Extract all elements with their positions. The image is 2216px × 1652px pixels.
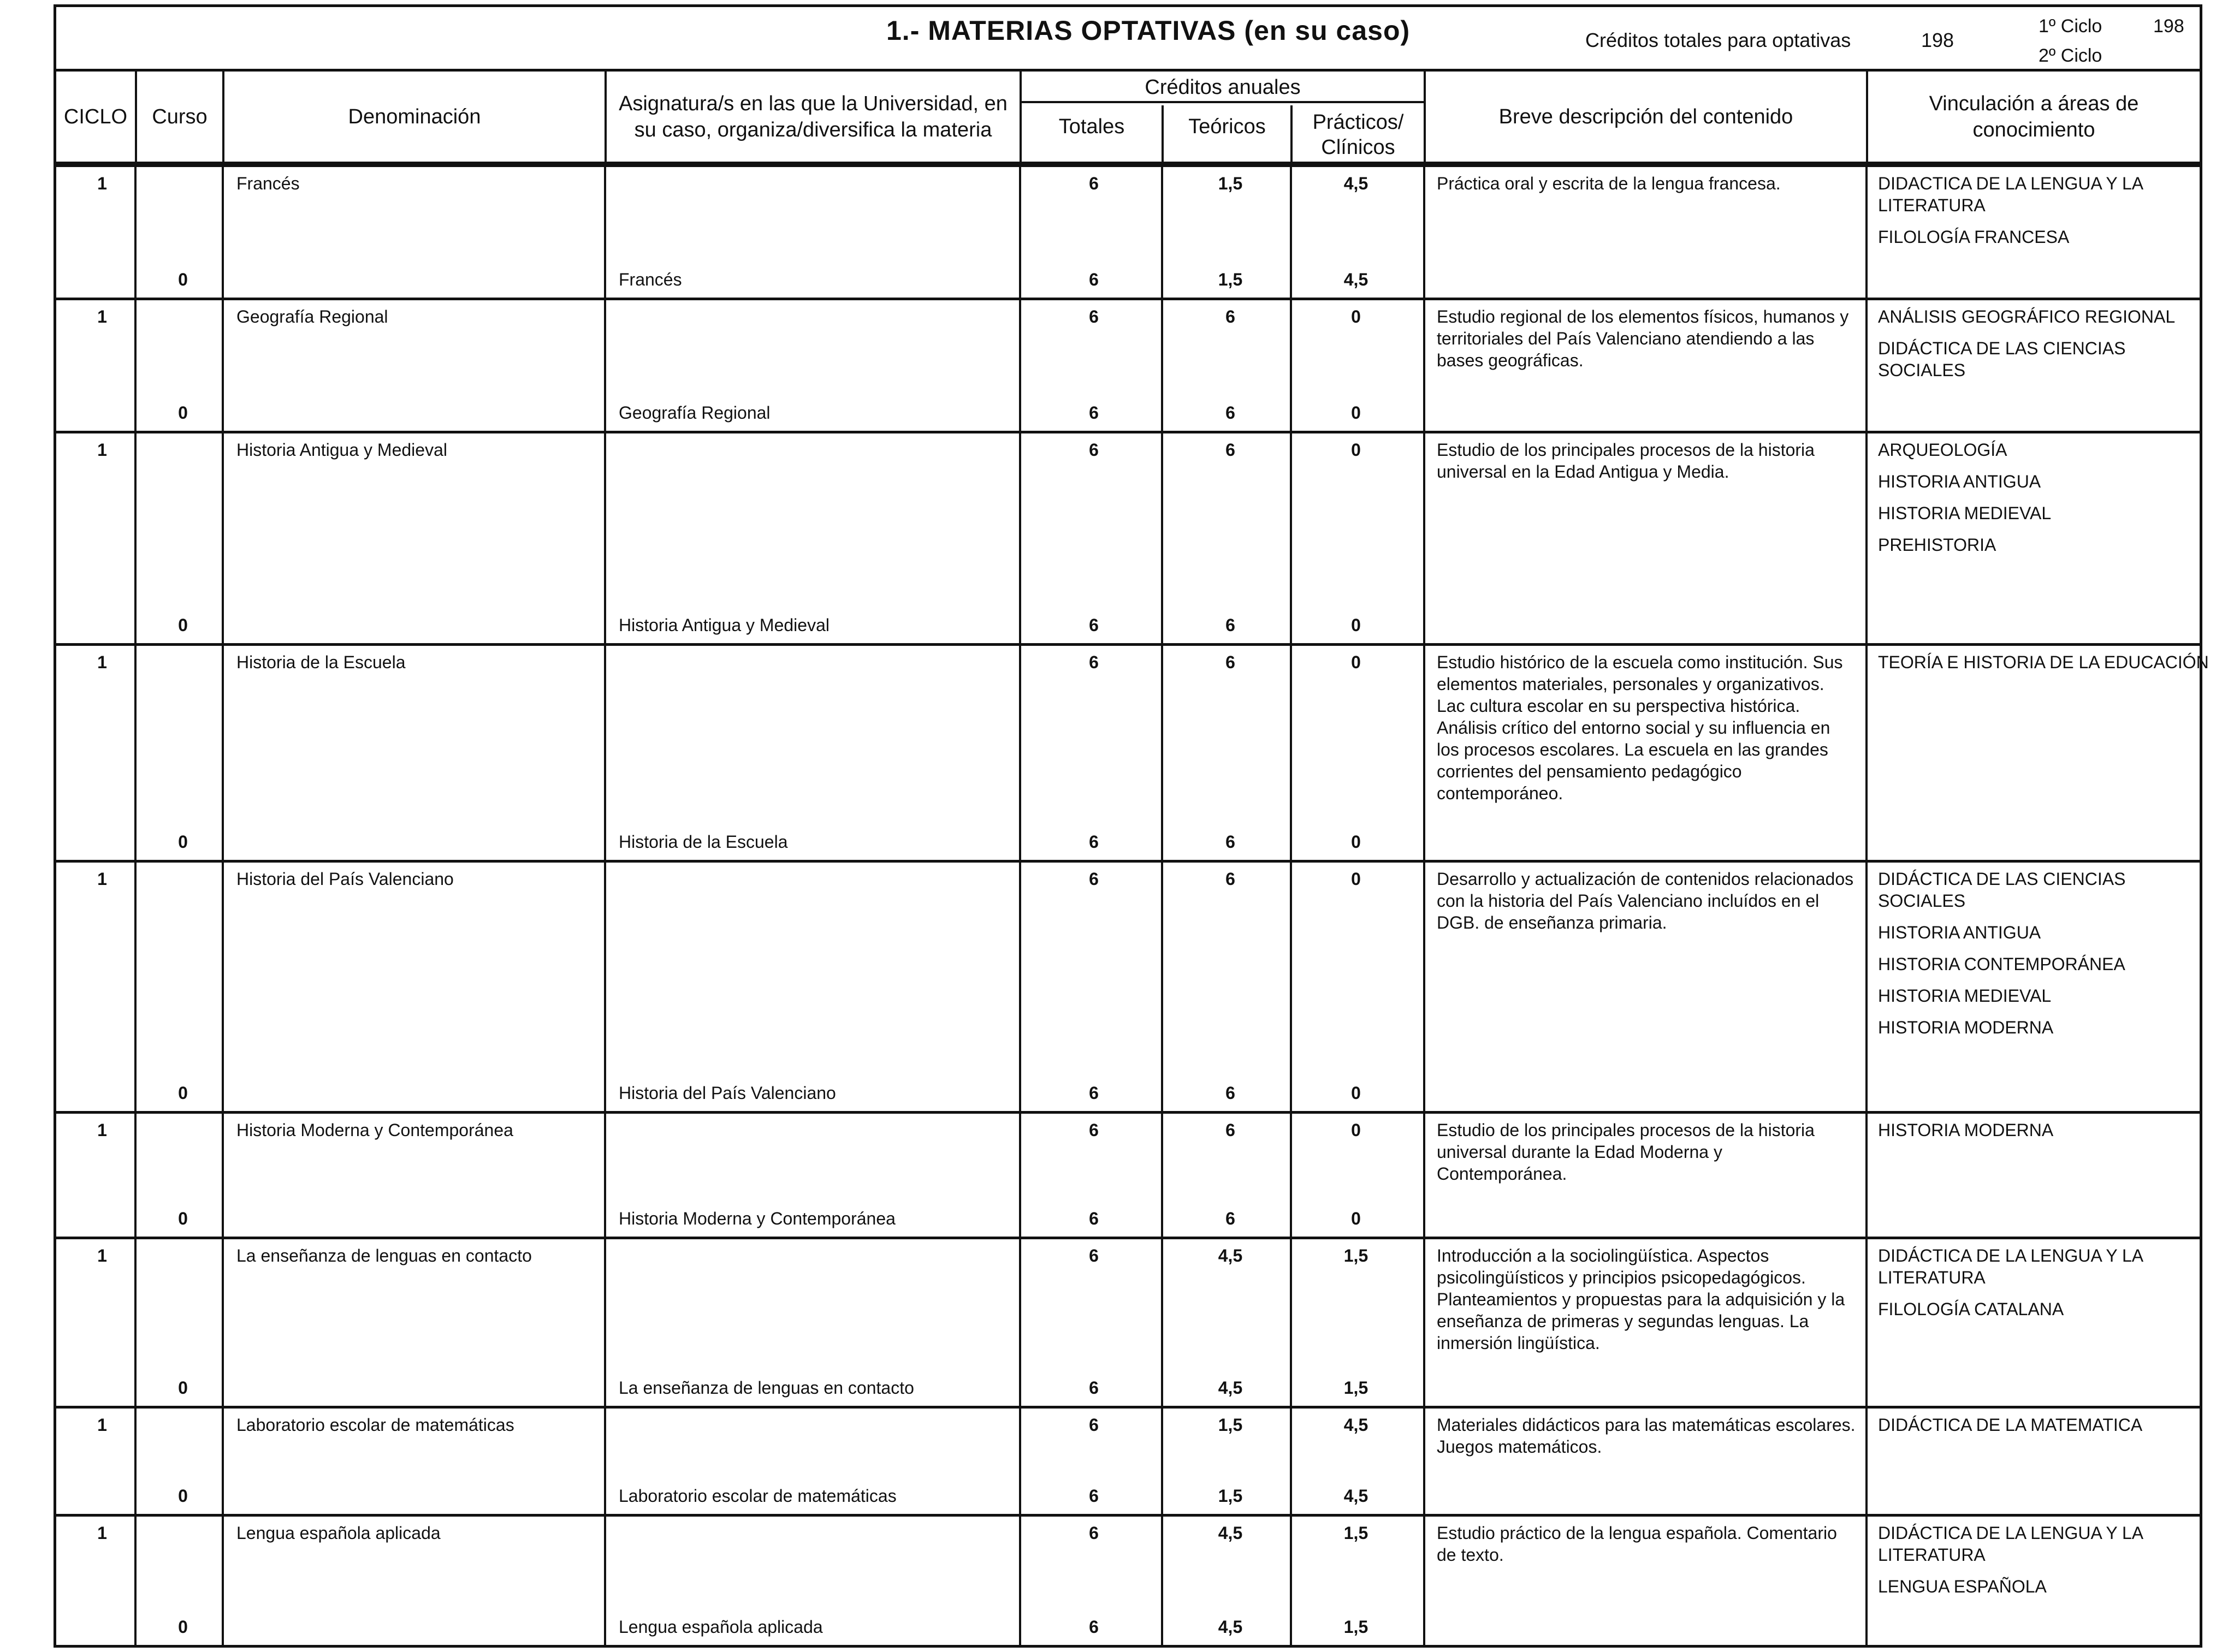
column-divider: [1865, 1517, 1868, 1645]
asignatura-text: Laboratorio escolar de matemáticas: [619, 1486, 897, 1506]
col-ciclo: CICLO: [56, 72, 137, 162]
areas-list: [1878, 868, 2216, 1048]
denominacion-text: Historia del País Valenciano: [236, 869, 454, 889]
column-divider: [1290, 646, 1292, 860]
denominacion-text: La enseñanza de lenguas en contacto: [236, 1246, 532, 1265]
table-row: [54, 298, 2202, 431]
denominacion-text: Laboratorio escolar de matemáticas: [236, 1415, 514, 1435]
descripcion-text: Materiales didácticos para las matemáticas escolares. Juegos matemáticos.: [1437, 1415, 1856, 1457]
teoricos-value-asignatura: 6: [1225, 615, 1235, 635]
area-item: DIDÁCTICA DE LA LENGUA Y LA LITERATURA: [1878, 1523, 2143, 1565]
practicos-value: 0: [1351, 652, 1361, 672]
creditos-total: 198: [1921, 29, 1954, 51]
totales-value-asignatura: 6: [1089, 1486, 1099, 1506]
col-descripcion: Breve descripción del contenido: [1426, 72, 1868, 162]
column-divider: [1019, 646, 1021, 860]
column-divider: [1161, 1239, 1163, 1406]
column-divider: [604, 1239, 606, 1406]
practicos-value-asignatura: 4,5: [1343, 1486, 1368, 1506]
column-divider: [1019, 1114, 1021, 1237]
practicos-value-asignatura: 0: [1351, 832, 1361, 852]
area-item: HISTORIA CONTEMPORÁNEA: [1878, 954, 2125, 974]
teoricos-value: 6: [1225, 869, 1235, 889]
practicos-value-asignatura: 4,5: [1343, 270, 1368, 289]
column-divider: [1423, 646, 1425, 860]
teoricos-value-asignatura: 6: [1225, 403, 1235, 423]
column-divider: [1423, 433, 1425, 643]
column-divider: [1865, 167, 1868, 298]
practicos-value: 4,5: [1343, 174, 1368, 193]
column-divider: [222, 646, 224, 860]
col-practicos: Prácticos/ Clínicos: [1312, 111, 1404, 159]
table-row: [54, 1514, 2202, 1645]
column-divider: [222, 433, 224, 643]
column-divider: [1865, 1114, 1868, 1237]
ciclo1-value: 198: [2153, 16, 2184, 37]
descripcion-text: Estudio práctico de la lengua española. Comentario de texto.: [1437, 1523, 1837, 1565]
practicos-value: 0: [1351, 1120, 1361, 1140]
column-divider: [1290, 433, 1292, 643]
teoricos-value-asignatura: 6: [1225, 1083, 1235, 1103]
ciclo-value: 1: [97, 440, 107, 460]
totales-value: 6: [1089, 1120, 1099, 1140]
area-item: DIDÁCTICA DE LA LENGUA Y LA LITERATURA: [1878, 1246, 2143, 1287]
table-row: [54, 431, 2202, 643]
title-band: [54, 4, 2202, 69]
column-divider: [1290, 1239, 1292, 1406]
asignatura-text: Historia del País Valenciano: [619, 1083, 836, 1103]
totales-value-asignatura: 6: [1089, 1617, 1099, 1637]
teoricos-value-asignatura: 4,5: [1218, 1378, 1243, 1398]
curso-value: 0: [178, 1617, 188, 1637]
asignatura-text: Historia Moderna y Contemporánea: [619, 1209, 896, 1228]
column-divider: [1161, 433, 1163, 643]
column-divider: [1423, 863, 1425, 1111]
practicos-value-asignatura: 0: [1351, 615, 1361, 635]
totales-value-asignatura: 6: [1089, 403, 1099, 423]
descripcion-text: Estudio de los principales procesos de la historia universal en la Edad Antigua y Media.: [1437, 440, 1815, 482]
totales-value: 6: [1089, 1523, 1099, 1543]
curso-value: 0: [178, 1486, 188, 1506]
teoricos-value: 6: [1225, 440, 1235, 460]
table-row: [54, 1111, 2202, 1237]
area-item: PREHISTORIA: [1878, 535, 1996, 555]
document-page: [43, 4, 2209, 1648]
descripcion-text: Desarrollo y actualización de contenidos relacionados con la historia del País Valenciano incluídos en el DGB. de enseñanza primaria.: [1437, 869, 1854, 932]
teoricos-value: 4,5: [1218, 1523, 1243, 1543]
areas-list: [1878, 173, 2216, 258]
practicos-value: 0: [1351, 869, 1361, 889]
area-item: HISTORIA ANTIGUA: [1878, 472, 2041, 491]
ciclo2-label: 2º Ciclo: [2039, 45, 2102, 66]
column-divider: [222, 1409, 224, 1514]
area-item: DIDÁCTICA DE LAS CIENCIAS SOCIALES: [1878, 869, 2126, 911]
denominacion-text: Geografía Regional: [236, 307, 388, 326]
creditos-group: [1022, 72, 1426, 162]
table-header: [54, 69, 2202, 164]
column-divider: [604, 433, 606, 643]
totales-value-asignatura: 6: [1089, 1209, 1099, 1228]
totales-value-asignatura: 6: [1089, 270, 1099, 289]
descripcion-text: Práctica oral y escrita de la lengua francesa.: [1437, 174, 1781, 193]
curso-value: 0: [178, 832, 188, 852]
ciclo-value: 1: [97, 307, 107, 326]
totales-value: 6: [1089, 440, 1099, 460]
descripcion-text: Estudio histórico de la escuela como institución. Sus elementos materiales, personales y organizativos. Lac cultura escolar en su perspectiva histórica. Análisis crítico del entorno social y su influencia en los procesos escolares. La escuela en las grandes corrientes del pensamiento pedagógico contemporáneo.: [1437, 652, 1843, 803]
ciclo-value: 1: [97, 869, 107, 889]
column-divider: [1290, 1517, 1292, 1645]
column-divider: [222, 1239, 224, 1406]
totales-value-asignatura: 6: [1089, 1083, 1099, 1103]
column-divider: [604, 1517, 606, 1645]
column-divider: [1019, 863, 1021, 1111]
column-divider: [1161, 646, 1163, 860]
descripcion-text: Introducción a la sociolingüística. Aspectos psicolingüísticos y principios psicopedagógicos. Planteamientos y propuestas para la adquisición y la enseñanza de primeras y segundas lenguas. La inmersión lingüística.: [1437, 1246, 1845, 1353]
column-divider: [1290, 167, 1292, 298]
column-divider: [1019, 1409, 1021, 1514]
column-divider: [222, 1114, 224, 1237]
column-divider: [1865, 300, 1868, 431]
column-divider: [604, 167, 606, 298]
ciclo-value: 1: [97, 1120, 107, 1140]
column-divider: [134, 433, 137, 643]
col-creditos-anuales: Créditos anuales: [1022, 76, 1424, 103]
column-divider: [1423, 1239, 1425, 1406]
areas-list: [1878, 1119, 2216, 1151]
column-divider: [1019, 1517, 1021, 1645]
area-item: HISTORIA MODERNA: [1878, 1018, 2054, 1037]
column-divider: [134, 863, 137, 1111]
area-item: TEORÍA E HISTORIA DE LA EDUCACIÓN: [1878, 652, 2209, 672]
totales-value-asignatura: 6: [1089, 615, 1099, 635]
curso-value: 0: [178, 1083, 188, 1103]
denominacion-text: Lengua española aplicada: [236, 1523, 441, 1543]
column-divider: [1019, 300, 1021, 431]
asignatura-text: Historia Antigua y Medieval: [619, 615, 829, 635]
column-divider: [1290, 300, 1292, 431]
column-divider: [222, 300, 224, 431]
column-divider: [1865, 1239, 1868, 1406]
teoricos-value: 6: [1225, 307, 1235, 326]
areas-list: [1878, 306, 2216, 391]
column-divider: [1019, 433, 1021, 643]
column-divider: [1019, 167, 1021, 298]
practicos-value: 0: [1351, 307, 1361, 326]
column-divider: [1161, 300, 1163, 431]
areas-list: [1878, 651, 2216, 683]
column-divider: [1423, 167, 1425, 298]
denominacion-text: Historia Moderna y Contemporánea: [236, 1120, 513, 1140]
areas-list: [1878, 439, 2216, 566]
totales-value: 6: [1089, 307, 1099, 326]
column-divider: [222, 863, 224, 1111]
ciclo1-label: 1º Ciclo: [2039, 16, 2102, 37]
column-divider: [1019, 1239, 1021, 1406]
table-row: [54, 1237, 2202, 1406]
asignatura-text: Francés: [619, 270, 682, 289]
ciclo-value: 1: [97, 652, 107, 672]
practicos-value-asignatura: 0: [1351, 1083, 1361, 1103]
teoricos-value: 1,5: [1218, 1415, 1243, 1435]
totales-value: 6: [1089, 174, 1099, 193]
column-divider: [1290, 1409, 1292, 1514]
curso-value: 0: [178, 1209, 188, 1228]
column-divider: [604, 863, 606, 1111]
descripcion-text: Estudio de los principales procesos de la historia universal durante la Edad Moderna y Contemporánea.: [1437, 1120, 1815, 1184]
column-divider: [604, 646, 606, 860]
creditos-label: Créditos totales para optativas: [1585, 29, 1851, 51]
teoricos-value-asignatura: 6: [1225, 1209, 1235, 1228]
areas-list: [1878, 1245, 2216, 1330]
column-divider: [1865, 646, 1868, 860]
totales-value-asignatura: 6: [1089, 1378, 1099, 1398]
page-title: 1.- MATERIAS OPTATIVAS (en su caso): [886, 15, 1411, 46]
column-divider: [1865, 863, 1868, 1111]
curso-value: 0: [178, 403, 188, 423]
column-divider: [1161, 1409, 1163, 1514]
teoricos-value: 1,5: [1218, 174, 1243, 193]
area-item: HISTORIA MEDIEVAL: [1878, 986, 2052, 1006]
ciclo-value: 1: [97, 174, 107, 193]
descripcion-text: Estudio regional de los elementos físicos, humanos y territoriales del País Valenciano atendiendo a las bases geográficas.: [1437, 307, 1849, 370]
area-item: HISTORIA ANTIGUA: [1878, 923, 2041, 942]
column-divider: [1423, 300, 1425, 431]
col-denominacion: Denominación: [224, 72, 607, 162]
practicos-value: 4,5: [1343, 1415, 1368, 1435]
totales-value: 6: [1089, 652, 1099, 672]
totales-value: 6: [1089, 1246, 1099, 1265]
practicos-value: 1,5: [1343, 1523, 1368, 1543]
area-item: DIDÁCTICA DE LAS CIENCIAS SOCIALES: [1878, 338, 2126, 380]
column-divider: [134, 646, 137, 860]
col-asignatura: Asignatura/s en las que la Universidad, en su caso, organiza/diversifica la materia: [607, 72, 1022, 162]
teoricos-value-asignatura: 1,5: [1218, 1486, 1243, 1506]
area-item: ARQUEOLOGÍA: [1878, 440, 2007, 460]
column-divider: [1290, 1114, 1292, 1237]
ciclo-value: 1: [97, 1246, 107, 1265]
col-vinculacion: Vinculación a áreas de conocimiento: [1929, 92, 2139, 141]
teoricos-value-asignatura: 1,5: [1218, 270, 1243, 289]
column-divider: [1161, 863, 1163, 1111]
ciclo-value: 1: [97, 1523, 107, 1543]
practicos-value-asignatura: 1,5: [1343, 1378, 1368, 1398]
teoricos-value: 4,5: [1218, 1246, 1243, 1265]
practicos-value: 1,5: [1343, 1246, 1368, 1265]
column-divider: [222, 1517, 224, 1645]
column-divider: [1161, 1114, 1163, 1237]
asignatura-text: Lengua española aplicada: [619, 1617, 823, 1637]
curso-value: 0: [178, 615, 188, 635]
col-teoricos: Teóricos: [1164, 105, 1293, 162]
totales-value: 6: [1089, 869, 1099, 889]
area-item: LENGUA ESPAÑOLA: [1878, 1577, 2047, 1596]
practicos-value-asignatura: 1,5: [1343, 1617, 1368, 1637]
asignatura-text: La enseñanza de lenguas en contacto: [619, 1378, 914, 1398]
asignatura-text: Historia de la Escuela: [619, 832, 788, 852]
column-divider: [604, 300, 606, 431]
practicos-value-asignatura: 0: [1351, 403, 1361, 423]
area-item: HISTORIA MEDIEVAL: [1878, 503, 2052, 523]
col-totales: Totales: [1022, 105, 1164, 162]
teoricos-value-asignatura: 6: [1225, 832, 1235, 852]
table-row: [54, 643, 2209, 860]
column-divider: [1423, 1114, 1425, 1237]
table-row: [54, 1406, 2202, 1514]
column-divider: [604, 1409, 606, 1514]
column-divider: [1865, 433, 1868, 643]
area-item: DIDÁCTICA DE LA MATEMATICA: [1878, 1415, 2143, 1435]
totales-value: 6: [1089, 1415, 1099, 1435]
denominacion-text: Historia de la Escuela: [236, 652, 406, 672]
curso-value: 0: [178, 1378, 188, 1398]
column-divider: [1423, 1409, 1425, 1514]
totales-value-asignatura: 6: [1089, 832, 1099, 852]
teoricos-value: 6: [1225, 1120, 1235, 1140]
teoricos-value: 6: [1225, 652, 1235, 672]
column-divider: [1161, 167, 1163, 298]
column-divider: [1423, 1517, 1425, 1645]
column-divider: [1865, 1409, 1868, 1514]
table-row: [54, 860, 2202, 1111]
areas-list: [1878, 1522, 2216, 1607]
denominacion-text: Historia Antigua y Medieval: [236, 440, 447, 460]
table-row: [54, 164, 2202, 298]
column-divider: [1290, 863, 1292, 1111]
column-divider: [222, 167, 224, 298]
area-item: FILOLOGÍA FRANCESA: [1878, 227, 2070, 247]
curso-value: 0: [178, 270, 188, 289]
bottom-rule: [54, 1645, 2202, 1648]
column-divider: [604, 1114, 606, 1237]
practicos-value: 0: [1351, 440, 1361, 460]
column-divider: [1161, 1517, 1163, 1645]
asignatura-text: Geografía Regional: [619, 403, 771, 423]
area-item: DIDACTICA DE LA LENGUA Y LA LITERATURA: [1878, 174, 2143, 215]
practicos-value-asignatura: 0: [1351, 1209, 1361, 1228]
denominacion-text: Francés: [236, 174, 300, 193]
area-item: ANÁLISIS GEOGRÁFICO REGIONAL: [1878, 307, 2176, 326]
col-curso: Curso: [137, 72, 224, 162]
area-item: HISTORIA MODERNA: [1878, 1120, 2054, 1140]
area-item: FILOLOGÍA CATALANA: [1878, 1299, 2064, 1319]
ciclo-value: 1: [97, 1415, 107, 1435]
areas-list: [1878, 1414, 2216, 1446]
teoricos-value-asignatura: 4,5: [1218, 1617, 1243, 1637]
